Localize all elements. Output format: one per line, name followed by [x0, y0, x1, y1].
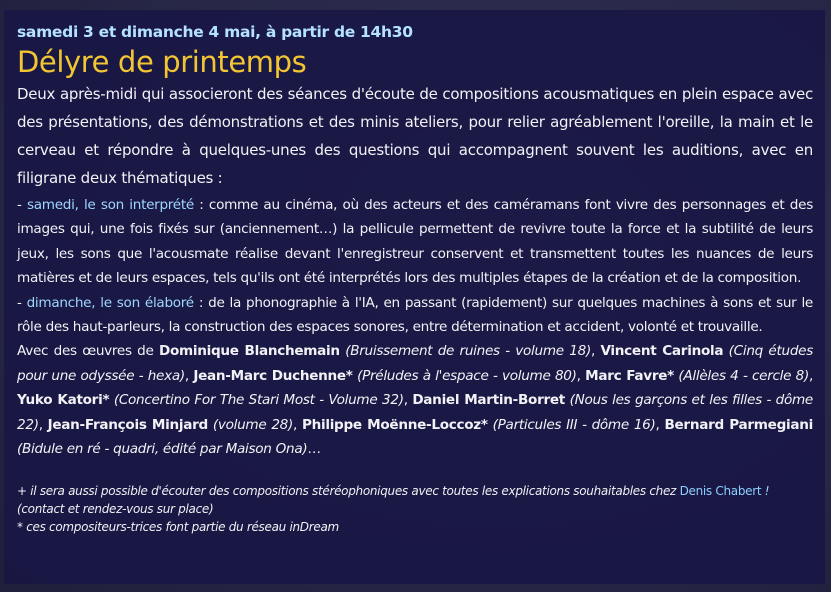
theme-sunday [17, 291, 813, 340]
piece-title: (Bidule en ré - quadri, édité par Maison Ona) [17, 441, 308, 458]
works-separator: , [38, 416, 48, 433]
notes-section [17, 482, 813, 536]
piece-title: (Concertino For The Stari Most - Volume 32) [113, 392, 404, 409]
works-lead: Avec des œuvres de [17, 343, 159, 360]
theme-sunday-text: : de la phonographie à l'IA, en passant (rapidement) sur quelques machines à sons et sur le rôle des haut-parleurs, la construction des espaces sonores, entre détermination et accident, volonté et trouvaille. [17, 294, 813, 336]
piece-title: (Particules III - dôme 16) [492, 416, 656, 433]
theme-saturday-text: : comme au cinéma, où des acteurs et des caméramans font vivre des personnages et des images qui, une fois fixés sur (anciennement…) la pellicule permettent de revivre toute la force et la subtilité de leurs jeux, les sons que l'acousmate réalise devant l'enregistreur conservent et transmettent toutes les nuances de leurs matières et de leurs espaces, tels qu'ils ont été interprétés lors des multiples étapes de la création et de la composition. [17, 197, 813, 287]
composer-name: Vincent Carinola [600, 343, 724, 360]
theme-saturday-label: samedi, le son interprété [26, 197, 194, 213]
works-list [17, 339, 813, 461]
composer-name: Jean-François Minjard [47, 416, 208, 433]
works-separator: , [590, 343, 601, 360]
composer-name: Daniel Martin-Borret [412, 392, 565, 409]
note-extra-end: ! [761, 484, 770, 499]
works-separator: … [307, 441, 321, 458]
note-footnote: * ces compositeurs-trices font partie du réseau inDream [17, 520, 339, 535]
works-separator: , [184, 367, 194, 384]
theme-sunday-dash: - [17, 294, 27, 311]
event-title: Délyre de printemps [17, 45, 307, 79]
works-separator: , [576, 367, 586, 384]
piece-title: (Nous les garçons et les filles - dôme 22) [17, 392, 813, 433]
piece-title: (Bruissement de ruines - volume 18) [345, 343, 591, 360]
composer-name: Bernard Parmegiani [664, 416, 813, 433]
denis-chabert-link[interactable]: Denis Chabert [679, 484, 762, 499]
composer-name: Dominique Blanchemain [159, 343, 340, 360]
event-panel [4, 10, 825, 584]
piece-title: (Allèles 4 - cercle 8) [678, 367, 809, 384]
works-separator: , [403, 392, 413, 409]
works-separator: , [809, 367, 814, 384]
event-date: samedi 3 et dimanche 4 mai, à partir de 14h30 [17, 23, 413, 41]
composer-name: Philippe Moënne-Loccoz* [301, 416, 488, 433]
event-intro: Deux après-midi qui associeront des séances d'écoute de compositions acousmatiques en plein espace avec des présentations, des démonstrations et des minis ateliers, pour relier agréablement l'oreille, la main et le cerveau et répondre à quelques-unes des questions qui accompagnent souvent les auditions, avec en filigrane deux thématiques : [17, 85, 813, 187]
note-contact: (contact et rendez-vous sur place) [17, 502, 214, 517]
works-separator: , [655, 416, 665, 433]
theme-saturday-dash: - [17, 197, 27, 213]
composer-name: Yuko Katori* [17, 392, 110, 409]
composer-name: Marc Favre* [585, 367, 674, 384]
note-extra-text: + il sera aussi possible d'écouter des compositions stéréophoniques avec toutes les explications souhaitables chez [17, 484, 680, 499]
piece-title: (Cinq études pour une odyssée - hexa) [17, 343, 813, 384]
piece-title: (Préludes à l'espace - volume 80) [357, 367, 577, 384]
composer-name: Jean-Marc Duchenne* [193, 367, 353, 384]
note-extra [17, 482, 813, 500]
works-separator: , [293, 416, 302, 433]
theme-sunday-label: dimanche, le son élaboré [26, 294, 194, 311]
piece-title: (volume 28) [212, 416, 294, 433]
theme-saturday [17, 193, 813, 291]
